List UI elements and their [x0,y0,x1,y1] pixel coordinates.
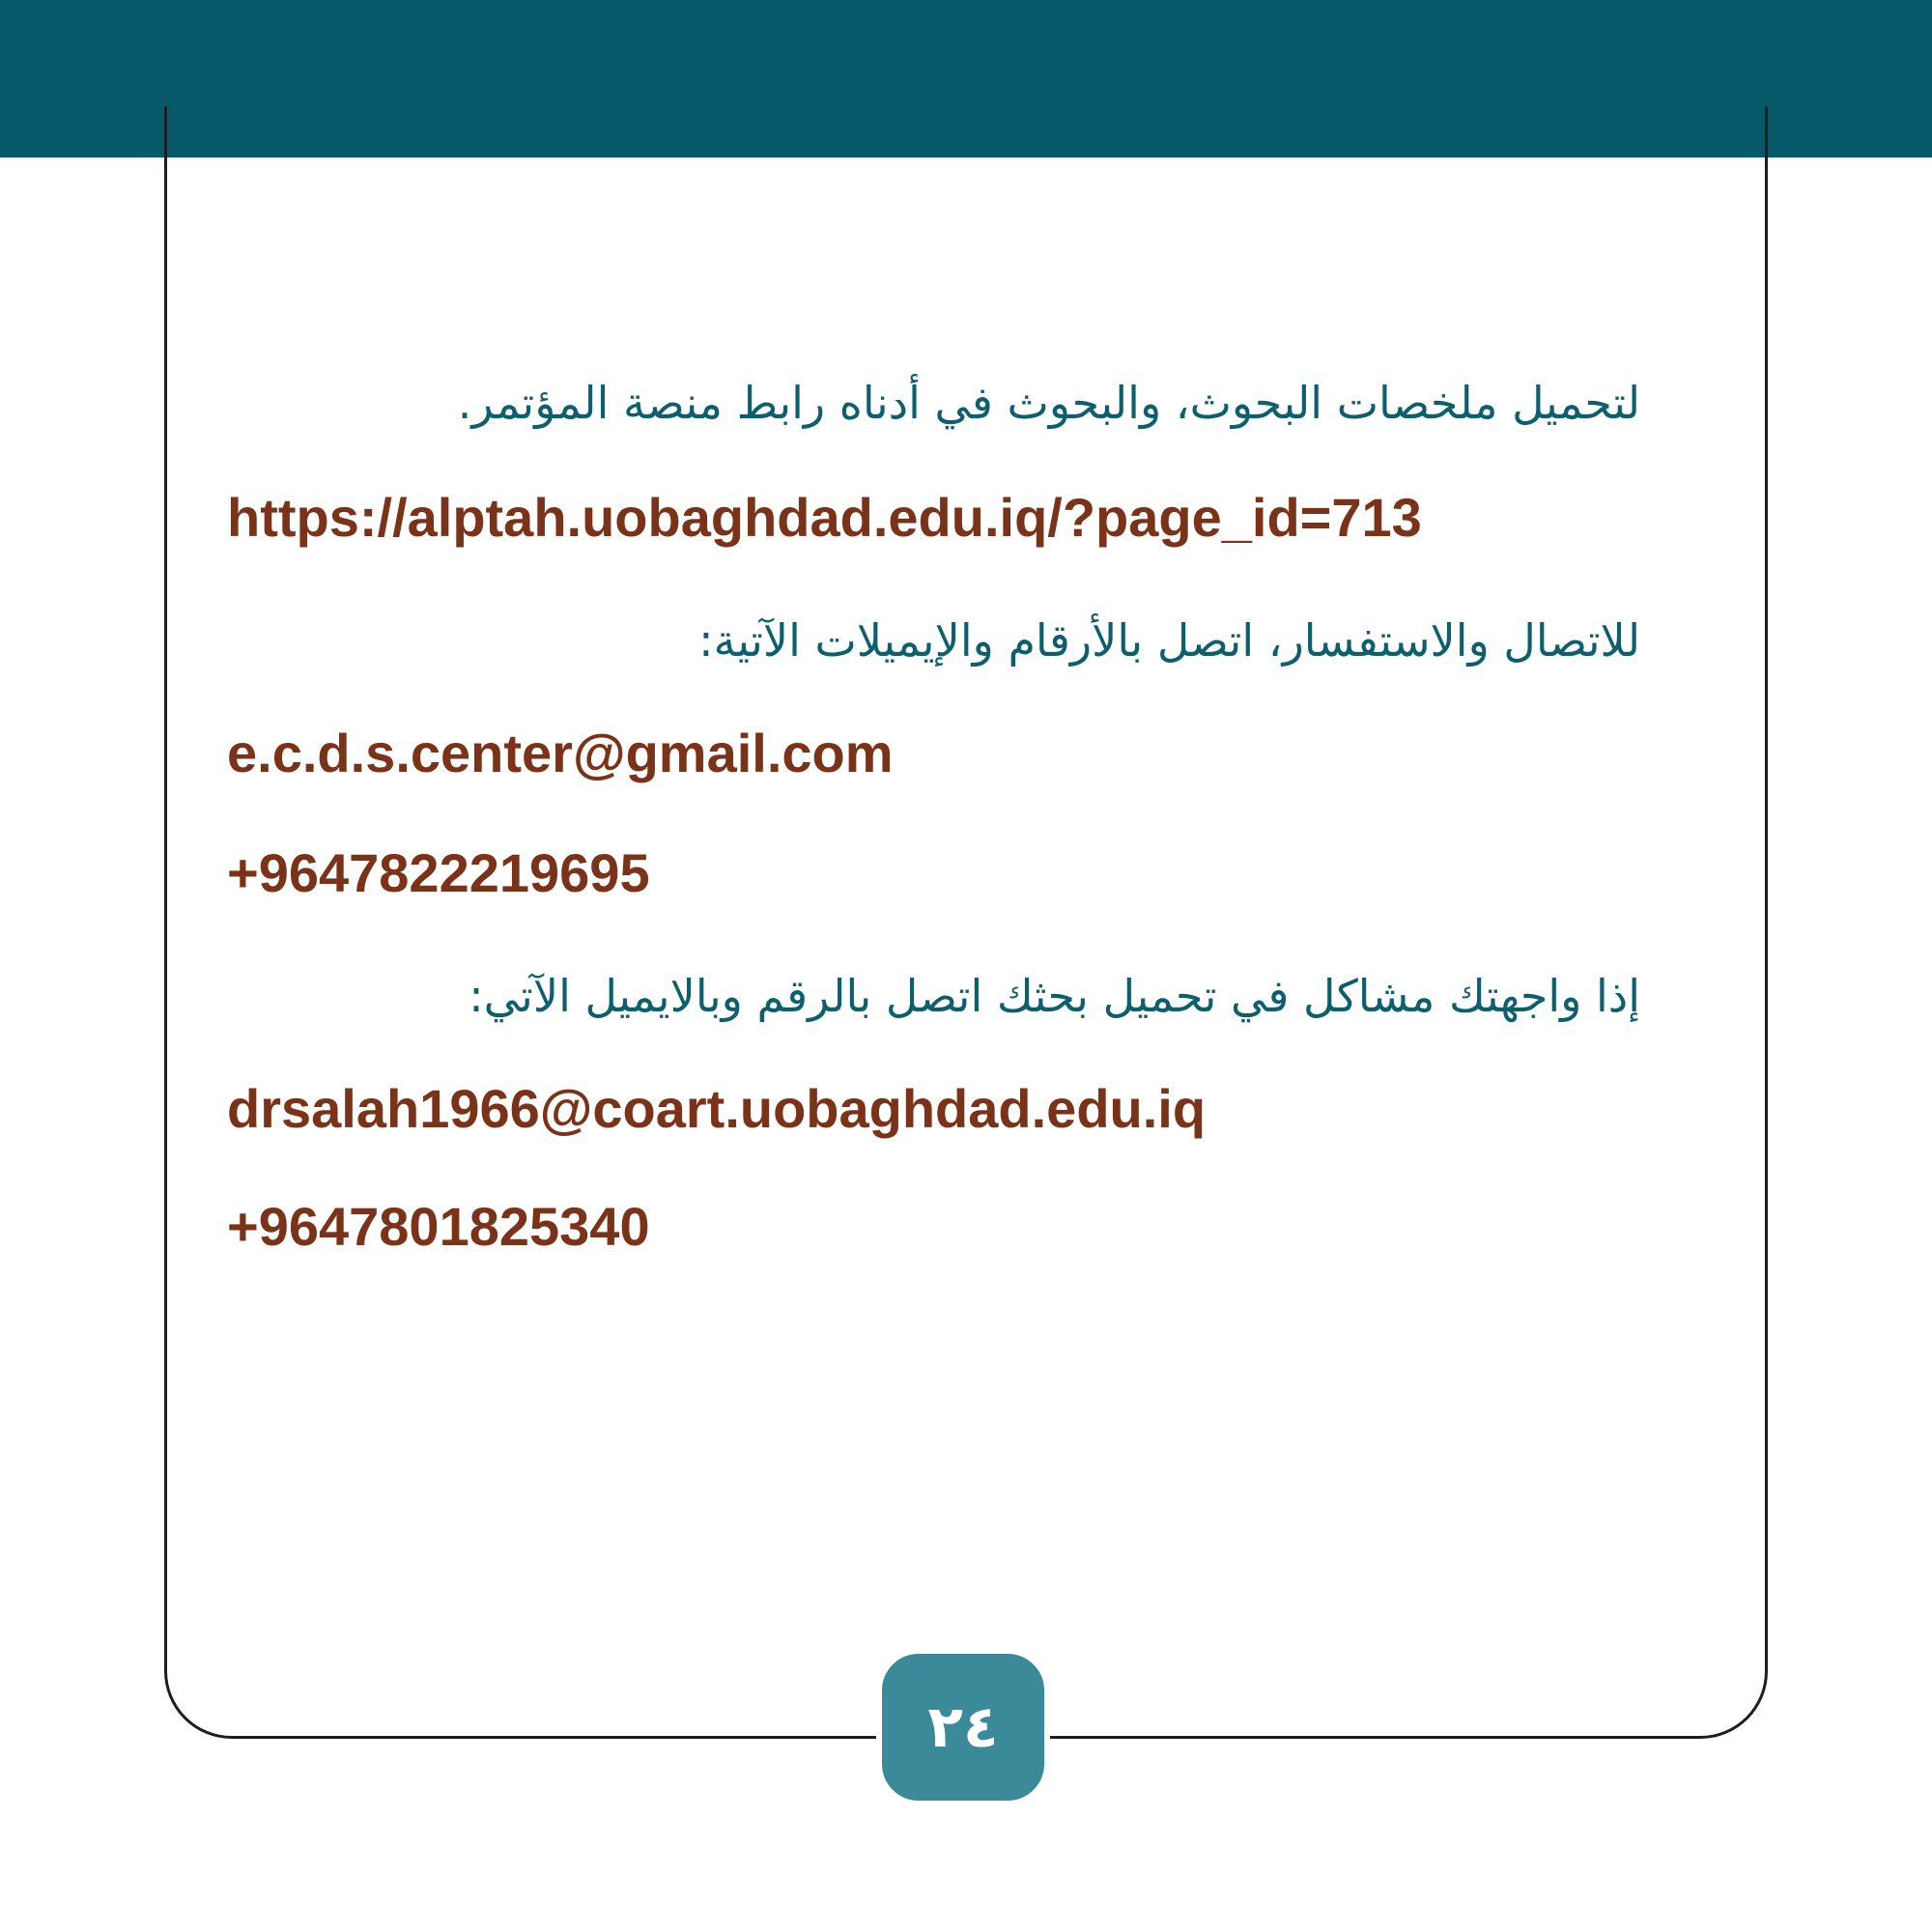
support-instruction: إذا واجهتك مشاكل في تحميل بحثك اتصل بالرقم وبالايميل الآتي: [469,970,1640,1022]
conference-link[interactable]: https://alptah.uobaghdad.edu.iq/?page_id=713 [227,487,1422,548]
page-number: ٢٤ [927,1693,999,1761]
contact-phone[interactable]: +9647822219695 [227,842,650,903]
contact-instruction: للاتصال والاستفسار، اتصل بالأرقام والإيميلات الآتية: [698,614,1640,667]
download-instruction: لتحميل ملخصات البحوث، والبحوث في أدناه رابط منصة المؤتمر. [457,377,1640,429]
support-phone[interactable]: +9647801825340 [227,1196,650,1257]
page-number-badge [876,1648,1050,1806]
support-email[interactable]: drsalah1966@coart.uobaghdad.edu.iq [227,1078,1207,1139]
content-frame [164,106,1768,1739]
contact-email[interactable]: e.c.d.s.center@gmail.com [227,723,894,783]
